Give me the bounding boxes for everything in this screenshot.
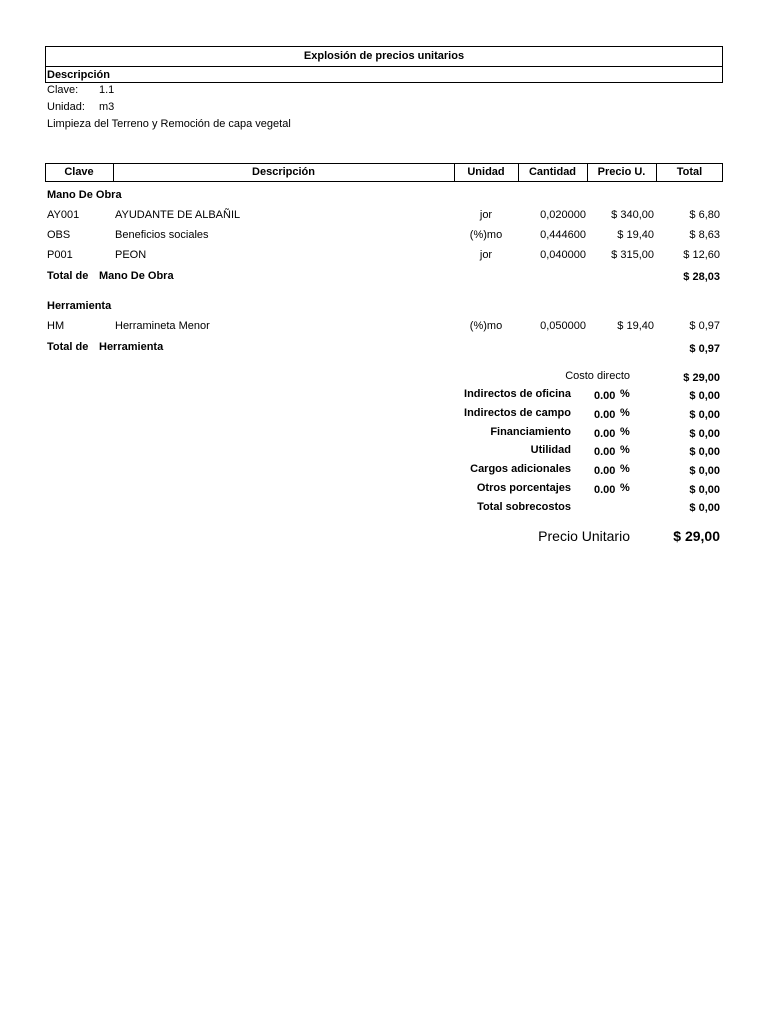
row-unidad: (%)mo: [469, 229, 503, 241]
row-clave: AY001: [47, 209, 80, 221]
col-header-total: Total: [676, 166, 703, 178]
summary-label: Utilidad: [530, 444, 571, 456]
summary-value: $ 0,00: [689, 428, 720, 440]
row-precio: $ 340,00: [611, 209, 654, 221]
clave-label: Clave:: [47, 84, 79, 96]
col-header-precio: Precio U.: [597, 166, 646, 178]
summary-pct-sign: %: [620, 407, 630, 419]
row-cantidad: 0,040000: [540, 249, 586, 261]
summary-pct: 0.00: [594, 409, 616, 421]
summary-pct-sign: %: [620, 426, 630, 438]
section-total-value: $ 0,97: [689, 343, 720, 355]
concepto-text: Limpieza del Terreno y Remoción de capa vegetal: [47, 118, 291, 130]
row-descripcion: AYUDANTE DE ALBAÑIL: [115, 209, 241, 221]
col-header-clave: Clave: [64, 166, 94, 178]
descripcion-header: Descripción: [47, 69, 110, 81]
summary-pct: 0.00: [594, 446, 616, 458]
section-title: Herramienta: [47, 300, 112, 312]
row-total: $ 8,63: [689, 229, 720, 241]
section-total-name: Mano De Obra: [99, 270, 174, 282]
clave-value: 1.1: [99, 84, 115, 96]
summary-pct: 0.00: [594, 465, 616, 477]
precio-unitario-label: Precio Unitario: [538, 528, 630, 544]
row-precio: $ 315,00: [611, 249, 654, 261]
summary-label: Indirectos de oficina: [464, 388, 571, 400]
precio-unitario-value: $ 29,00: [673, 528, 720, 544]
row-cantidad: 0,020000: [540, 209, 586, 221]
section-total-name: Herramienta: [99, 341, 164, 353]
row-cantidad: 0,050000: [540, 320, 586, 332]
row-descripcion: Beneficios sociales: [115, 229, 209, 241]
summary-value: $ 0,00: [689, 390, 720, 402]
summary-label: Cargos adicionales: [470, 463, 571, 475]
summary-pct-sign: %: [620, 388, 630, 400]
summary-value: $ 0,00: [689, 484, 720, 496]
costo-directo-label: Costo directo: [565, 370, 630, 382]
section-total-label: Total de: [47, 270, 89, 282]
summary-label: Indirectos de campo: [464, 407, 571, 419]
row-clave: P001: [47, 249, 73, 261]
descripcion-header-box: [45, 66, 723, 83]
row-cantidad: 0,444600: [540, 229, 586, 241]
section-total-label: Total de: [47, 341, 89, 353]
row-clave: OBS: [47, 229, 71, 241]
page-title: Explosión de precios unitarios: [303, 50, 465, 62]
row-descripcion: PEON: [115, 249, 147, 261]
row-total: $ 0,97: [689, 320, 720, 332]
row-unidad: jor: [479, 209, 493, 221]
summary-value: $ 0,00: [689, 409, 720, 421]
row-precio: $ 19,40: [617, 229, 654, 241]
section-total-value: $ 28,03: [683, 271, 720, 283]
summary-pct-sign: %: [620, 482, 630, 494]
col-header-cantidad: Cantidad: [528, 166, 577, 178]
total-sobrecostos-value: $ 0,00: [689, 502, 720, 514]
unidad-label: Unidad:: [47, 101, 85, 113]
summary-pct: 0.00: [594, 390, 616, 402]
row-descripcion: Herramineta Menor: [115, 320, 210, 332]
row-total: $ 12,60: [683, 249, 720, 261]
row-precio: $ 19,40: [617, 320, 654, 332]
summary-pct: 0.00: [594, 484, 616, 496]
unidad-value: m3: [99, 101, 115, 113]
summary-pct: 0.00: [594, 428, 616, 440]
summary-pct-sign: %: [620, 444, 630, 456]
summary-value: $ 0,00: [689, 446, 720, 458]
row-unidad: jor: [479, 249, 493, 261]
summary-label: Otros porcentajes: [476, 482, 571, 494]
col-header-unidad: Unidad: [467, 166, 505, 178]
total-sobrecostos-label: Total sobrecostos: [477, 501, 571, 513]
col-header-descripcion: Descripción: [252, 166, 315, 178]
summary-label: Financiamiento: [490, 426, 571, 438]
row-total: $ 6,80: [689, 209, 720, 221]
section-title: Mano De Obra: [47, 189, 122, 201]
costo-directo-value: $ 29,00: [683, 372, 720, 384]
summary-value: $ 0,00: [689, 465, 720, 477]
row-unidad: (%)mo: [469, 320, 503, 332]
row-clave: HM: [47, 320, 65, 332]
summary-pct-sign: %: [620, 463, 630, 475]
